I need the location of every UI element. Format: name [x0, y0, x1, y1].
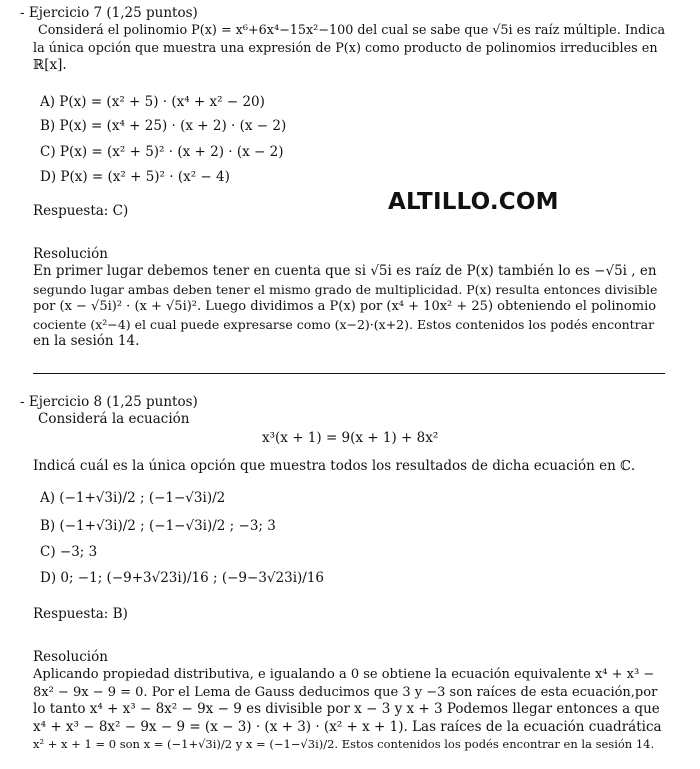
ex7-heading: - Ejercicio 7 (1,25 puntos)	[20, 5, 198, 21]
ex8-equation: x³(x + 1) = 9(x + 1) + 8x²	[262, 430, 439, 446]
ex7-statement-line: ℝ[x].	[33, 57, 67, 73]
ex7-option-a: A) P(x) = (x² + 5) · (x⁴ + x² − 20)	[40, 94, 265, 110]
ex7-resolution	[33, 263, 665, 351]
ex8-option-c: C) −3; 3	[40, 544, 98, 560]
ex7-resolution-line: cociente (x²−4) el cual puede expresarse como (x−2)·(x+2). Estos contenidos los podés encontrar	[33, 316, 655, 332]
ex8-statement: Considerá la ecuación	[38, 411, 190, 427]
ex8-resolution-line: 8x² − 9x − 9 = 0. Por el Lema de Gauss deducimos que 3 y −3 son raíces de esta ecuación,por	[33, 684, 658, 700]
ex7-statement-line: la única opción que muestra una expresión de P(x) como producto de polinomios irreducibles en	[33, 40, 658, 56]
ex8-heading: - Ejercicio 8 (1,25 puntos)	[20, 394, 198, 410]
ex7-option-d: D) P(x) = (x² + 5)² · (x² − 4)	[40, 169, 230, 185]
ex8-resolution	[33, 666, 665, 754]
ex8-resolution-line: lo tanto x⁴ + x³ − 8x² − 9x − 9 es divisible por x − 3 y x + 3 Podemos llegar entonces a que	[33, 701, 660, 717]
ex7-resolution-line: En primer lugar debemos tener en cuenta que si √5i es raíz de P(x) también lo es −√5i , en	[33, 263, 657, 279]
altillo-watermark: ALTILLO.COM	[388, 189, 559, 215]
ex7-option-b: B) P(x) = (x⁴ + 25) · (x + 2) · (x − 2)	[40, 118, 287, 134]
ex7-resolution-line: por (x − √5i)² · (x + √5i)². Luego dividimos a P(x) por (x⁴ + 10x² + 25) obteniendo el polinomio	[33, 299, 657, 314]
ex7-option-c: C) P(x) = (x² + 5)² · (x + 2) · (x − 2)	[40, 144, 284, 160]
ex7-resolution-title: Resolución	[33, 246, 108, 262]
ex8-resolution-title: Resolución	[33, 649, 108, 665]
ex8-option-b: B) (−1+√3i)/2 ; (−1−√3i)/2 ; −3; 3	[40, 518, 276, 534]
ex8-option-d: D) 0; −1; (−9+3√23i)/16 ; (−9−3√23i)/16	[40, 570, 325, 586]
ex8-answer: Respuesta: B)	[33, 606, 128, 622]
section-divider	[33, 373, 665, 374]
ex7-resolution-line: segundo lugar ambas deben tener el mismo grado de multiplicidad. P(x) resulta entonces divisible	[33, 281, 658, 297]
ex7-answer: Respuesta: C)	[33, 203, 129, 219]
ex7-resolution-line: en la sesión 14.	[33, 333, 140, 349]
ex8-resolution-line: x⁴ + x³ − 8x² − 9x − 9 = (x − 3) · (x + 3) · (x² + x + 1). Las raíces de la ecuación cuadrática	[33, 718, 662, 735]
ex8-option-a: A) (−1+√3i)/2 ; (−1−√3i)/2	[40, 490, 226, 506]
ex7-statement	[33, 22, 665, 75]
ex7-statement-line: Considerá el polinomio P(x) = x⁶+6x⁴−15x²−100 del cual se sabe que √5i es raíz múltiple. Indica	[38, 23, 666, 38]
ex8-question: Indicá cuál es la única opción que muestra todos los resultados de dicha ecuación en ℂ.	[33, 458, 636, 474]
ex8-resolution-line: x² + x + 1 = 0 son x = (−1+√3i)/2 y x = (−1−√3i)/2. Estos contenidos los podés encontrar en la sesión 14.	[33, 737, 655, 751]
ex8-resolution-line: Aplicando propiedad distributiva, e igualando a 0 se obtiene la ecuación equivalente x⁴ + x³ −	[33, 667, 655, 682]
